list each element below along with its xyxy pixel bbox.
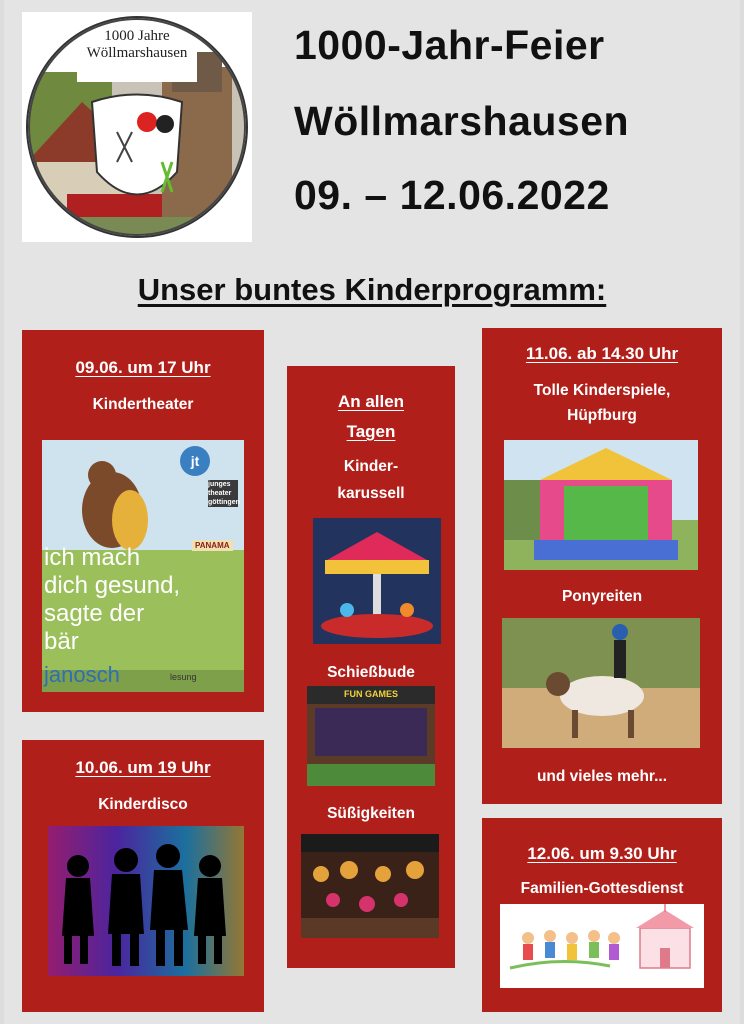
title-line-2: Wöllmarshausen [294, 98, 630, 144]
panel-label: Kindertheater [92, 396, 194, 413]
panel-date: 12.06. um 9.30 Uhr [527, 844, 677, 863]
poster-side-text: junges theater göttingen [208, 481, 240, 506]
poster-author: janosch [44, 662, 120, 687]
karussell-image [313, 518, 441, 644]
logo-ring-text: 1000 Jahre Wöllmarshausen [86, 28, 188, 61]
panel-kinderdisco [22, 740, 264, 1012]
item-ponyreiten: Ponyreiten [561, 588, 643, 605]
panel-kindertheater [22, 330, 264, 712]
event-dates: 09. – 12.06.2022 [294, 172, 610, 218]
title-line-1: 1000-Jahr-Feier [294, 22, 605, 68]
panel-sonntag [482, 818, 722, 1012]
panel-samstag [482, 328, 722, 804]
huepfburg-image [504, 440, 698, 570]
schiessbude-image [307, 686, 435, 786]
anniversary-logo [22, 12, 252, 242]
poster-sign: PANAMA [192, 540, 233, 551]
panel-date: 10.06. um 19 Uhr [75, 758, 211, 777]
poster-title-line-3: sagte der [44, 600, 145, 627]
theater-poster-image [42, 440, 244, 692]
program-title-text: Unser buntes Kinderprogramm: [137, 272, 607, 307]
schiessbude-sign: FUN GAMES [344, 689, 398, 699]
poster-title-line-1: ich mach [44, 544, 141, 571]
poster-title-line-2: dich gesund, [44, 572, 181, 599]
panel-label-line-1: Tolle Kinderspiele, [533, 382, 671, 399]
panel-an-allen-tagen [287, 366, 455, 968]
item-schiessbude: Schießbude [327, 664, 415, 681]
panel-date: 11.06. ab 14.30 Uhr [525, 344, 679, 363]
item-suessigkeiten: Süßigkeiten [327, 805, 415, 822]
panel-label: Familien-Gottesdienst [520, 880, 684, 897]
disco-image [48, 826, 244, 976]
panel-label-line-2: Hüpfburg [567, 407, 637, 424]
suessigkeiten-image [301, 834, 439, 938]
panel-label: Kinderdisco [98, 796, 188, 813]
gottesdienst-image [500, 904, 704, 988]
panel-date-line-1: An allen [337, 392, 405, 411]
item-karussell-line-1: Kinder- [343, 458, 399, 475]
item-vieles-mehr: und vieles mehr... [536, 768, 668, 785]
item-karussell-line-2: karussell [337, 485, 405, 502]
panel-date: 09.06. um 17 Uhr [75, 358, 211, 377]
program-title [0, 272, 744, 308]
ponyreiten-image [502, 618, 700, 748]
panel-date-line-2: Tagen [346, 422, 396, 441]
poster-title-line-4: bär [44, 628, 79, 655]
poster-suffix: lesung [170, 672, 197, 682]
poster-badge-icon: jt [180, 446, 210, 476]
